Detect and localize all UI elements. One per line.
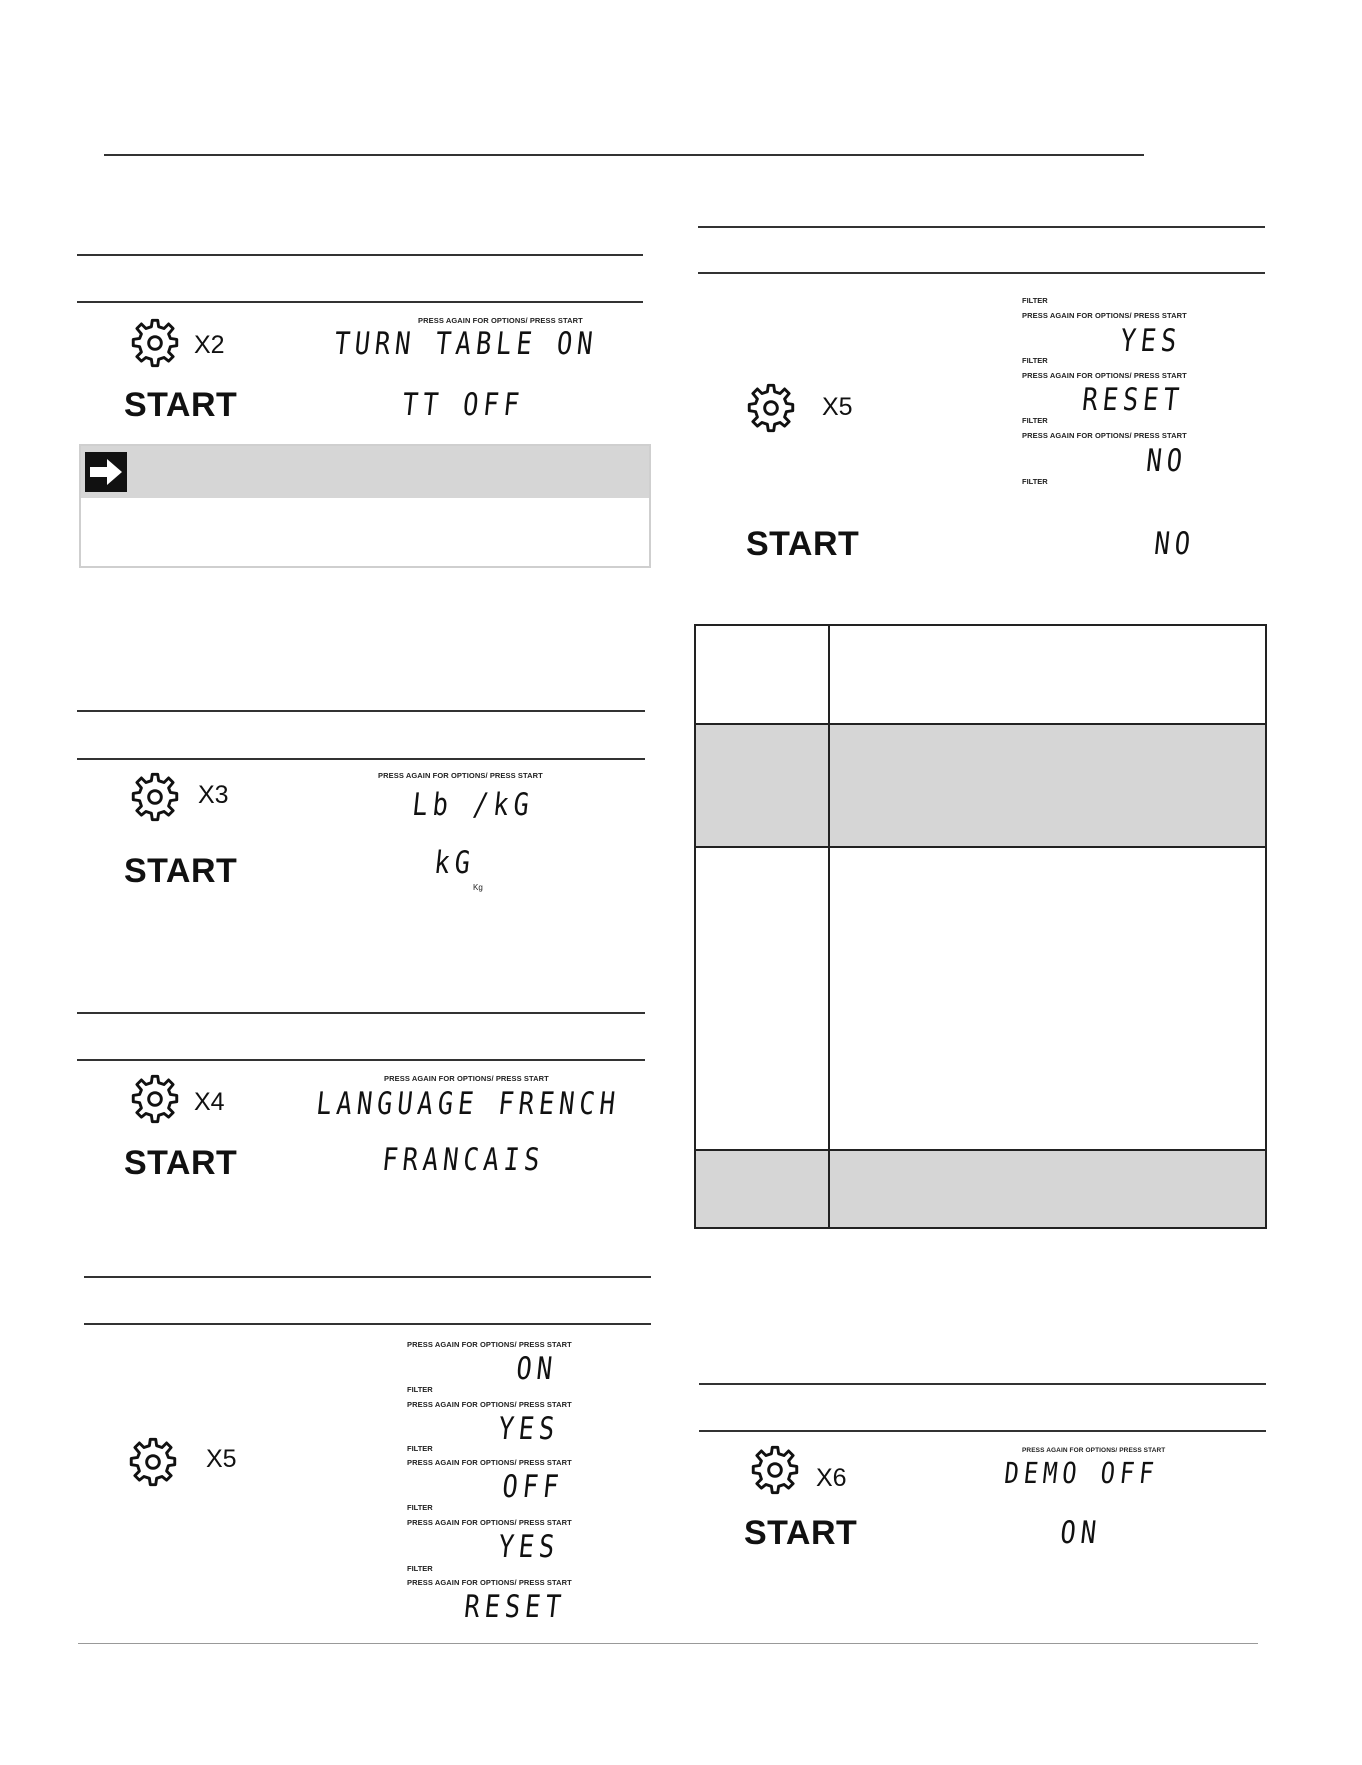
display-option: YES [496,1411,561,1447]
filter-left-rule-top [84,1276,651,1278]
display-prompt: PRESS AGAIN FOR OPTIONS/ PRESS START [407,1578,572,1587]
table-row [695,847,1266,1150]
gear-icon [126,1070,184,1128]
weight-rule-top [77,710,645,712]
language-rule-bottom [77,1059,645,1061]
display-prompt: PRESS AGAIN FOR OPTIONS/ PRESS START [1022,311,1187,320]
display-prompt: PRESS AGAIN FOR OPTIONS/ PRESS START [407,1518,572,1527]
display-prompt: PRESS AGAIN FOR OPTIONS/ PRESS START [407,1340,572,1349]
demo-rule-top [699,1383,1266,1385]
display-text: Lb /kG [410,787,536,823]
display-option: RESET [462,1589,568,1625]
filter-label: FILTER [1022,356,1048,365]
gear-icon [126,314,184,372]
filter-right-rule-bottom [698,272,1265,274]
display-prompt: PRESS AGAIN FOR OPTIONS/ PRESS START [384,1074,549,1083]
display-prompt: PRESS AGAIN FOR OPTIONS/ PRESS START [407,1400,572,1409]
start-label: START [124,1144,238,1182]
display-result: NO [1152,526,1197,562]
display-result: FRANCAIS [380,1142,547,1178]
press-count: X5 [822,393,853,421]
display-prompt: PRESS AGAIN FOR OPTIONS/ PRESS START [1022,1447,1166,1454]
display-text: DEMO OFF [1002,1456,1161,1490]
filter-label: FILTER [1022,477,1048,486]
filter-label: FILTER [407,1564,433,1573]
language-rule-top [77,1012,645,1014]
display-option: NO [1144,443,1189,479]
gear-icon [742,379,800,437]
demo-rule-bottom [699,1430,1266,1432]
note-box [79,444,651,568]
gear-icon [126,768,184,826]
start-label: START [744,1514,858,1552]
display-text: TURN TABLE ON [332,326,600,362]
gear-icon [746,1441,804,1499]
page-bottom-rule [78,1643,1258,1644]
page-top-rule [104,154,1144,156]
gear-icon [124,1433,182,1491]
turntable-rule-bottom [77,301,643,303]
display-result: TT OFF [400,387,526,423]
filter-label: FILTER [1022,296,1048,305]
arrow-right-icon [85,452,127,492]
press-count: X3 [198,781,229,809]
filter-label: FILTER [407,1444,433,1453]
table-row [695,1150,1266,1228]
display-prompt: PRESS AGAIN FOR OPTIONS/ PRESS START [1022,371,1187,380]
start-label: START [124,386,238,424]
display-prompt: PRESS AGAIN FOR OPTIONS/ PRESS START [418,316,583,325]
display-prompt: PRESS AGAIN FOR OPTIONS/ PRESS START [378,771,543,780]
turntable-rule-top [77,254,643,256]
press-count: X5 [206,1445,237,1473]
filter-label: FILTER [407,1385,433,1394]
display-option: RESET [1080,382,1186,418]
start-label: START [124,852,238,890]
note-header [81,446,649,498]
display-option: ON [514,1351,559,1387]
display-result: ON [1058,1515,1103,1551]
table-row [695,625,1266,724]
unit-label: Kg [473,883,483,892]
display-option: OFF [500,1469,565,1505]
display-prompt: PRESS AGAIN FOR OPTIONS/ PRESS START [407,1458,572,1467]
display-option: YES [496,1529,561,1565]
table-row [695,724,1266,847]
filter-left-rule-bottom [84,1323,651,1325]
display-prompt: PRESS AGAIN FOR OPTIONS/ PRESS START [1022,431,1187,440]
filter-label: FILTER [1022,416,1048,425]
display-text: LANGUAGE FRENCH [314,1086,622,1122]
press-count: X4 [194,1088,225,1116]
filter-label: FILTER [407,1503,433,1512]
display-option: YES [1118,323,1183,359]
press-count: X2 [194,331,225,359]
press-count: X6 [816,1464,847,1492]
filter-right-rule-top [698,226,1265,228]
info-table [694,624,1267,1229]
start-label: START [746,525,860,563]
weight-rule-bottom [77,758,645,760]
display-result: kG [432,845,477,881]
